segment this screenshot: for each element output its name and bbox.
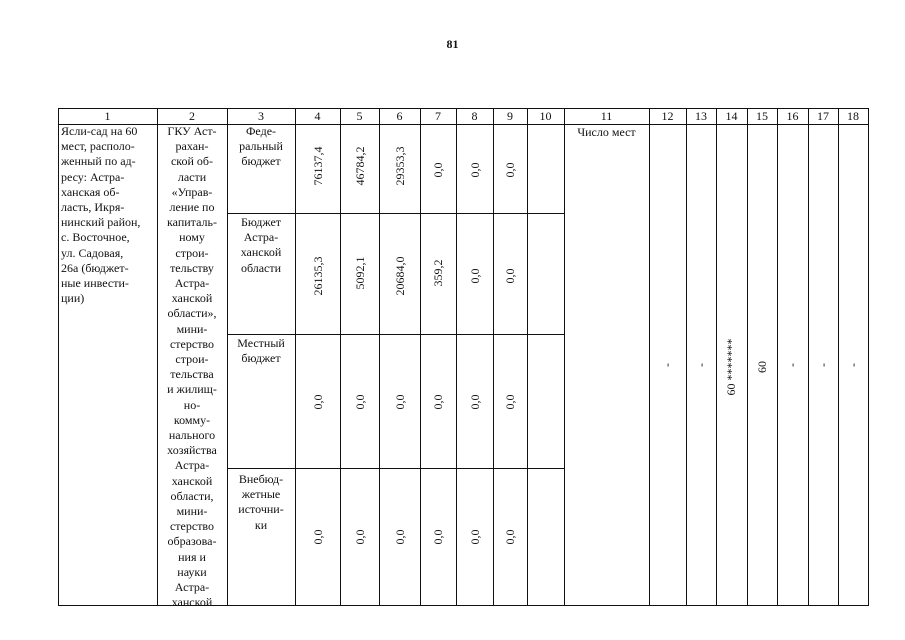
text-line: тельства [170, 367, 214, 382]
amount-value: 76137,4 [311, 146, 325, 186]
indicator-value: - [694, 363, 708, 367]
text-line: Астра- [174, 276, 210, 291]
column-header: 16 [786, 109, 799, 123]
source-federal-budget [228, 124, 294, 170]
amount-value: 0,0 [393, 394, 407, 410]
text-line: области, [170, 488, 214, 503]
text-line: области», [167, 306, 217, 321]
amount-value: 359,2 [431, 259, 445, 287]
amount-value: 0,0 [311, 529, 325, 545]
column-header: 5 [356, 109, 363, 123]
text-line: 26а (бюджет- [61, 260, 129, 275]
column-divider [420, 108, 421, 606]
column-header: 4 [314, 109, 321, 123]
table-border [58, 108, 59, 606]
row-divider [227, 334, 564, 335]
customer-description [158, 124, 226, 611]
column-header: 7 [435, 109, 441, 123]
text-line: ханской [171, 595, 213, 610]
amount-value: 0,0 [431, 394, 445, 410]
text-line: мини- [176, 321, 208, 336]
column-header: 18 [847, 109, 859, 123]
indicator-name: Число мест [577, 125, 636, 139]
text-line: области [240, 260, 282, 275]
text-line: Феде- [245, 124, 277, 138]
column-divider [527, 108, 528, 606]
object-description [61, 124, 157, 306]
source-regional-budget [228, 215, 294, 276]
text-line: мест, располо- [61, 139, 135, 154]
column-divider [340, 108, 341, 606]
text-line: строи- [175, 245, 209, 260]
text-line: нального [168, 428, 216, 443]
text-line: Астра- [174, 458, 210, 473]
text-line: мини- [176, 504, 208, 519]
amount-value: 0,0 [468, 529, 482, 545]
text-line: ласть, Икря- [61, 200, 125, 215]
text-line: женный по ад- [61, 154, 136, 169]
text-line: с. Восточное, [61, 230, 130, 245]
text-line: комму- [173, 412, 211, 427]
text-line: ласти [177, 169, 207, 184]
amount-value: 46784,2 [353, 146, 367, 186]
column-divider [777, 108, 778, 606]
column-header: 17 [817, 109, 829, 123]
amount-value: 0,0 [503, 529, 517, 545]
text-line: стерство [169, 336, 215, 351]
text-line: ул. Садовая, [61, 245, 124, 260]
text-line: Астра- [174, 580, 210, 595]
investment-table [58, 108, 869, 610]
text-line: Ясли-сад на 60 [61, 124, 138, 138]
text-line: бюджет [241, 351, 281, 366]
text-line: ные инвести- [61, 276, 129, 291]
column-header: 13 [695, 109, 707, 123]
row-divider [227, 213, 564, 214]
text-line: бюджет [241, 154, 281, 169]
column-divider [716, 108, 717, 606]
indicator-value: 60 [755, 361, 769, 373]
column-divider [295, 108, 296, 606]
text-line: Местный [237, 336, 285, 350]
amount-value: 0,0 [431, 529, 445, 545]
indicator-value: - [846, 363, 860, 367]
column-divider [808, 108, 809, 606]
amount-value: 0,0 [468, 268, 482, 284]
text-line: ресу: Астра- [61, 169, 125, 184]
text-line: науки [177, 564, 207, 579]
text-line: ханской [171, 473, 213, 488]
column-divider [564, 108, 565, 606]
column-divider [493, 108, 494, 606]
column-header: 8 [471, 109, 478, 123]
column-header: 2 [189, 109, 195, 123]
amount-value: 0,0 [503, 394, 517, 410]
amount-value: 29353,3 [393, 146, 407, 186]
text-line: рахан- [175, 139, 209, 154]
amount-value: 20684,0 [393, 256, 407, 296]
text-line: капиталь- [167, 215, 217, 230]
column-divider [747, 108, 748, 606]
text-line: «Управ- [171, 184, 213, 199]
column-divider [649, 108, 650, 606]
column-header: 1 [104, 109, 111, 123]
indicator-value: - [660, 363, 674, 367]
column-divider [686, 108, 687, 606]
text-line: ГКУ Аст- [167, 124, 217, 138]
text-line: ральный [239, 139, 283, 154]
text-line: и жилищ- [167, 382, 217, 397]
text-line: ции) [61, 291, 85, 306]
amount-value: 0,0 [503, 162, 517, 178]
amount-value: 0,0 [353, 529, 367, 545]
amount-value: 0,0 [468, 162, 482, 178]
text-line: хозяйства [167, 443, 217, 458]
source-local-budget [228, 336, 294, 366]
column-divider [379, 108, 380, 606]
column-divider [456, 108, 457, 606]
text-line: ханской [171, 291, 213, 306]
text-line: ния и [178, 549, 206, 564]
text-line: Внебюд- [238, 472, 284, 486]
amount-value: 0,0 [468, 394, 482, 410]
text-line: Астра- [243, 230, 279, 245]
text-line: жетные [241, 487, 281, 502]
indicator-value: - [816, 363, 830, 367]
text-line: строи- [175, 352, 209, 367]
column-header: 9 [507, 109, 513, 123]
column-divider [838, 108, 839, 606]
text-line: ление по [169, 200, 215, 215]
text-line: ки [254, 517, 268, 532]
column-header: 6 [396, 109, 403, 123]
column-header: 14 [725, 109, 738, 123]
amount-value: 0,0 [311, 394, 325, 410]
indicator-value: - [785, 363, 799, 367]
text-line: источни- [238, 502, 284, 517]
amount-value: 26135,3 [311, 256, 325, 296]
text-line: нинский район, [61, 215, 141, 230]
text-line: тельству [170, 260, 214, 275]
column-header: 3 [258, 109, 264, 123]
amount-value: 0,0 [353, 394, 367, 410]
source-extra-budgetary [228, 472, 294, 533]
row-divider [227, 468, 564, 469]
indicator-value: 60 ******* [724, 338, 738, 396]
text-line: ному [179, 230, 205, 245]
text-line: ской об- [170, 154, 214, 169]
amount-value: 5092,1 [353, 256, 367, 290]
column-header: 11 [600, 109, 613, 123]
text-line: стерство [169, 519, 215, 534]
text-line: образова- [167, 534, 217, 549]
text-line: Бюджет [240, 215, 282, 229]
amount-value: 0,0 [431, 162, 445, 178]
text-line: но- [183, 397, 201, 412]
text-line: ханской [240, 245, 282, 260]
column-header: 15 [756, 109, 768, 123]
amount-value: 0,0 [393, 529, 407, 545]
text-line: ханская об- [61, 184, 120, 199]
column-header: 12 [661, 109, 674, 123]
table-border [868, 108, 869, 606]
page-number: 81 [446, 37, 459, 51]
column-header: 10 [539, 109, 552, 123]
amount-value: 0,0 [503, 268, 517, 284]
